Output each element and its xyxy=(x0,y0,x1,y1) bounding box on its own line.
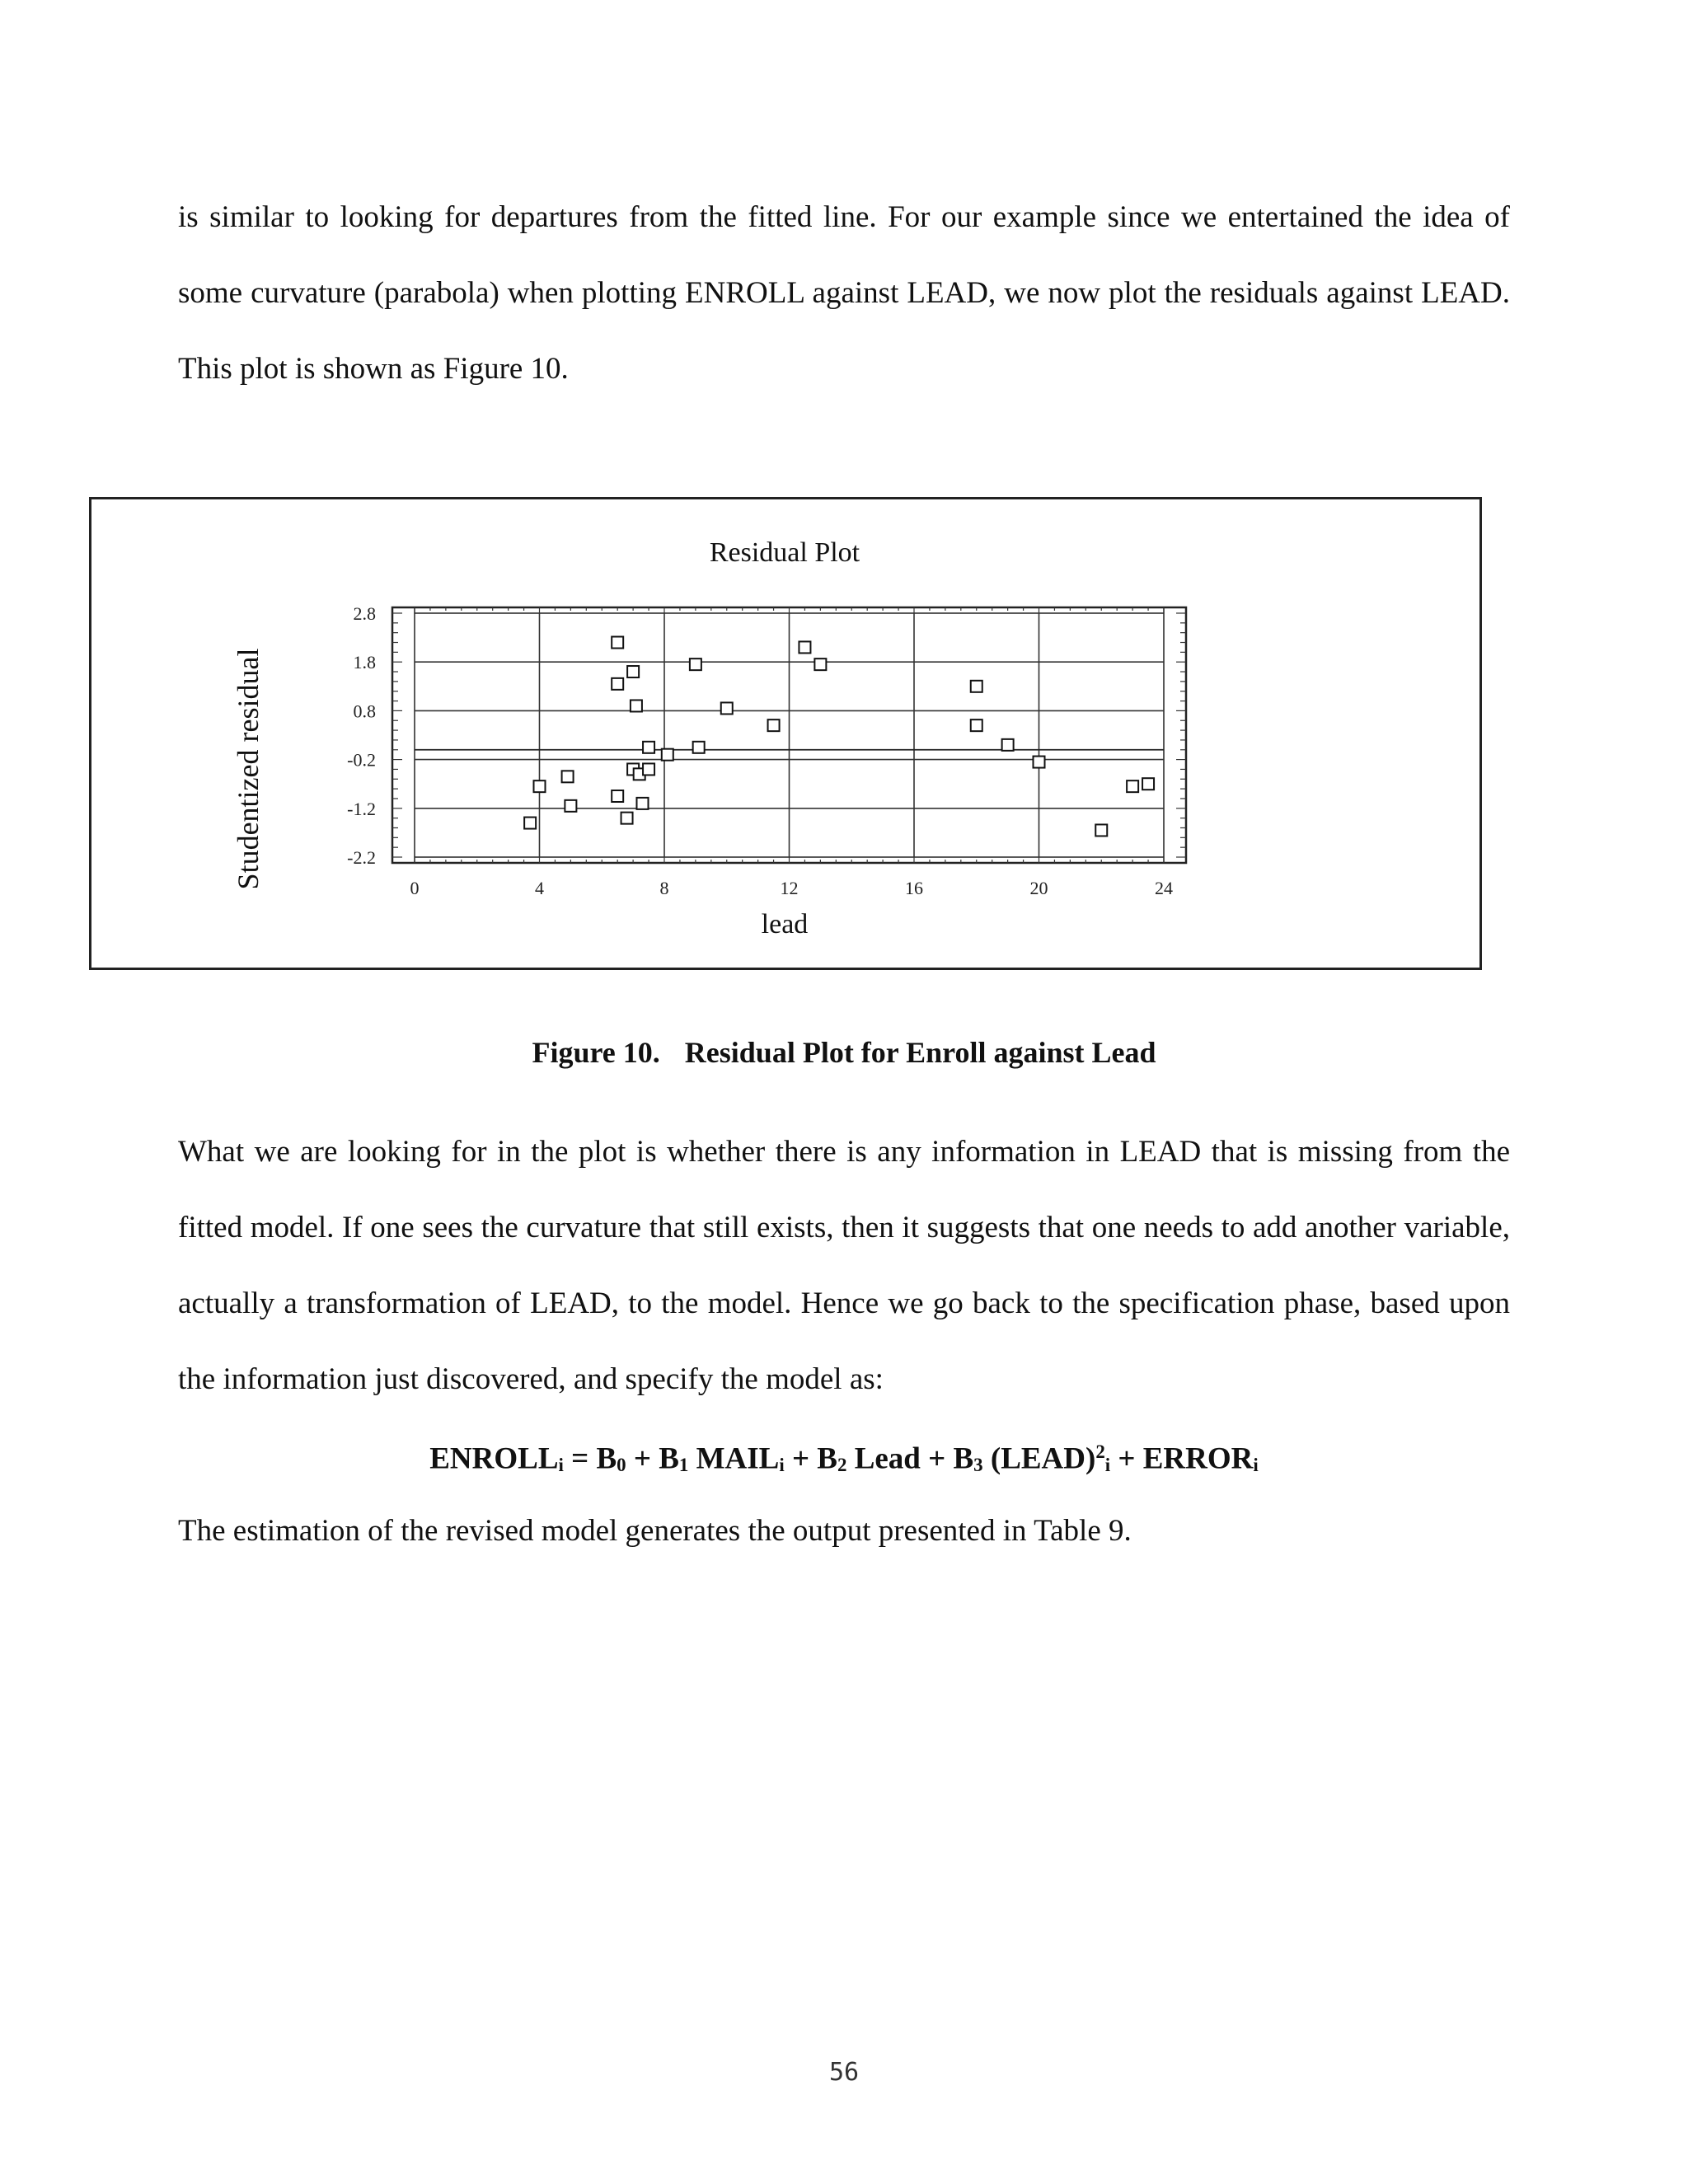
caption-text: Residual Plot for Enroll against Lead xyxy=(684,1036,1156,1069)
eq-term: + B xyxy=(626,1441,679,1476)
page-number: 56 xyxy=(828,2058,860,2087)
residual-point xyxy=(721,702,733,714)
residual-point xyxy=(799,641,810,653)
residual-point xyxy=(814,658,826,670)
residual-point xyxy=(612,678,623,690)
residual-point xyxy=(631,700,642,711)
eq-sup: 2 xyxy=(1095,1441,1105,1462)
figure-caption xyxy=(178,1032,1510,1073)
y-axis-label: Studentized residual xyxy=(232,648,265,890)
y-tick-label: 1.8 xyxy=(353,652,376,673)
x-tick-label: 4 xyxy=(535,878,544,898)
residual-point xyxy=(534,780,546,792)
y-tick-label: -1.2 xyxy=(347,798,376,819)
eq-sub: 1 xyxy=(678,1455,689,1476)
eq-term: + ERROR xyxy=(1110,1441,1254,1476)
caption-label: Figure 10. xyxy=(532,1036,660,1069)
x-tick-label: 12 xyxy=(780,878,799,898)
eq-sub: 3 xyxy=(973,1455,983,1476)
residual-point xyxy=(768,719,780,731)
y-tick-label: -0.2 xyxy=(347,749,376,771)
x-tick-label: 24 xyxy=(1155,878,1173,898)
residual-point xyxy=(621,813,633,824)
residual-point xyxy=(662,749,673,761)
residual-point xyxy=(627,666,639,677)
paragraph-analysis: What we are looking for in the plot is whether there is any information in LEAD that is missing from the fitted model. If one sees the curvature that still exists, then it suggests that one needs to add another variable, actually a transformation of LEAD, to the model. Hence we go back to the specification phase, based upon the information just discovered, and specify the model as: xyxy=(178,1135,1510,1396)
residual-point xyxy=(693,742,705,753)
residual-point xyxy=(971,681,982,692)
x-tick-label: 20 xyxy=(1029,878,1048,898)
residual-point xyxy=(562,771,574,782)
eq-term: = B xyxy=(563,1441,617,1476)
x-tick-label: 16 xyxy=(905,878,923,898)
x-tick-label: 8 xyxy=(659,878,669,898)
figure-10-frame xyxy=(89,497,1482,970)
eq-term: Lead + B xyxy=(846,1441,974,1476)
eq-sub: i xyxy=(1104,1455,1111,1476)
eq-lhs: ENROLL xyxy=(429,1441,559,1476)
eq-term: MAIL xyxy=(688,1441,780,1476)
residual-point xyxy=(1127,780,1138,792)
eq-term: + B xyxy=(784,1441,837,1476)
residual-point xyxy=(1142,778,1154,790)
plot-area xyxy=(347,603,1186,898)
paragraph-estimation: The estimation of the revised model generates the output presented in Table 9. xyxy=(178,1514,1132,1548)
model-equation xyxy=(178,1427,1510,1490)
eq-sub: 0 xyxy=(617,1455,626,1476)
y-tick-label: -2.2 xyxy=(347,847,376,868)
eq-term: (LEAD) xyxy=(982,1441,1096,1476)
residual-point xyxy=(690,658,701,670)
residual-point xyxy=(1002,739,1014,751)
residual-point xyxy=(612,790,623,802)
residual-point xyxy=(636,798,648,809)
residual-plot xyxy=(91,499,1479,968)
eq-sub: 2 xyxy=(837,1455,847,1476)
x-axis-label: lead xyxy=(761,909,809,940)
residual-point xyxy=(612,637,623,649)
eq-sub: i xyxy=(1253,1455,1259,1476)
residual-point xyxy=(643,742,654,753)
paragraph-intro: is similar to looking for departures from the fitted line. For our example since we entertained the idea of some curvature (parabola) when plotting ENROLL against LEAD, we now plot the residuals against LEAD. This plot is shown as Figure 10. xyxy=(178,200,1510,386)
residual-point xyxy=(643,763,654,775)
residual-point xyxy=(565,800,576,812)
chart-title: Residual Plot xyxy=(709,537,860,568)
residual-point xyxy=(1034,757,1045,768)
eq-sub: i xyxy=(558,1455,564,1476)
residual-point xyxy=(971,719,982,731)
eq-sub: i xyxy=(779,1455,785,1476)
y-tick-label: 0.8 xyxy=(353,701,376,722)
residual-point xyxy=(1095,824,1107,836)
x-tick-label: 0 xyxy=(410,878,420,898)
y-tick-label: 2.8 xyxy=(353,603,376,624)
residual-point xyxy=(524,818,536,829)
